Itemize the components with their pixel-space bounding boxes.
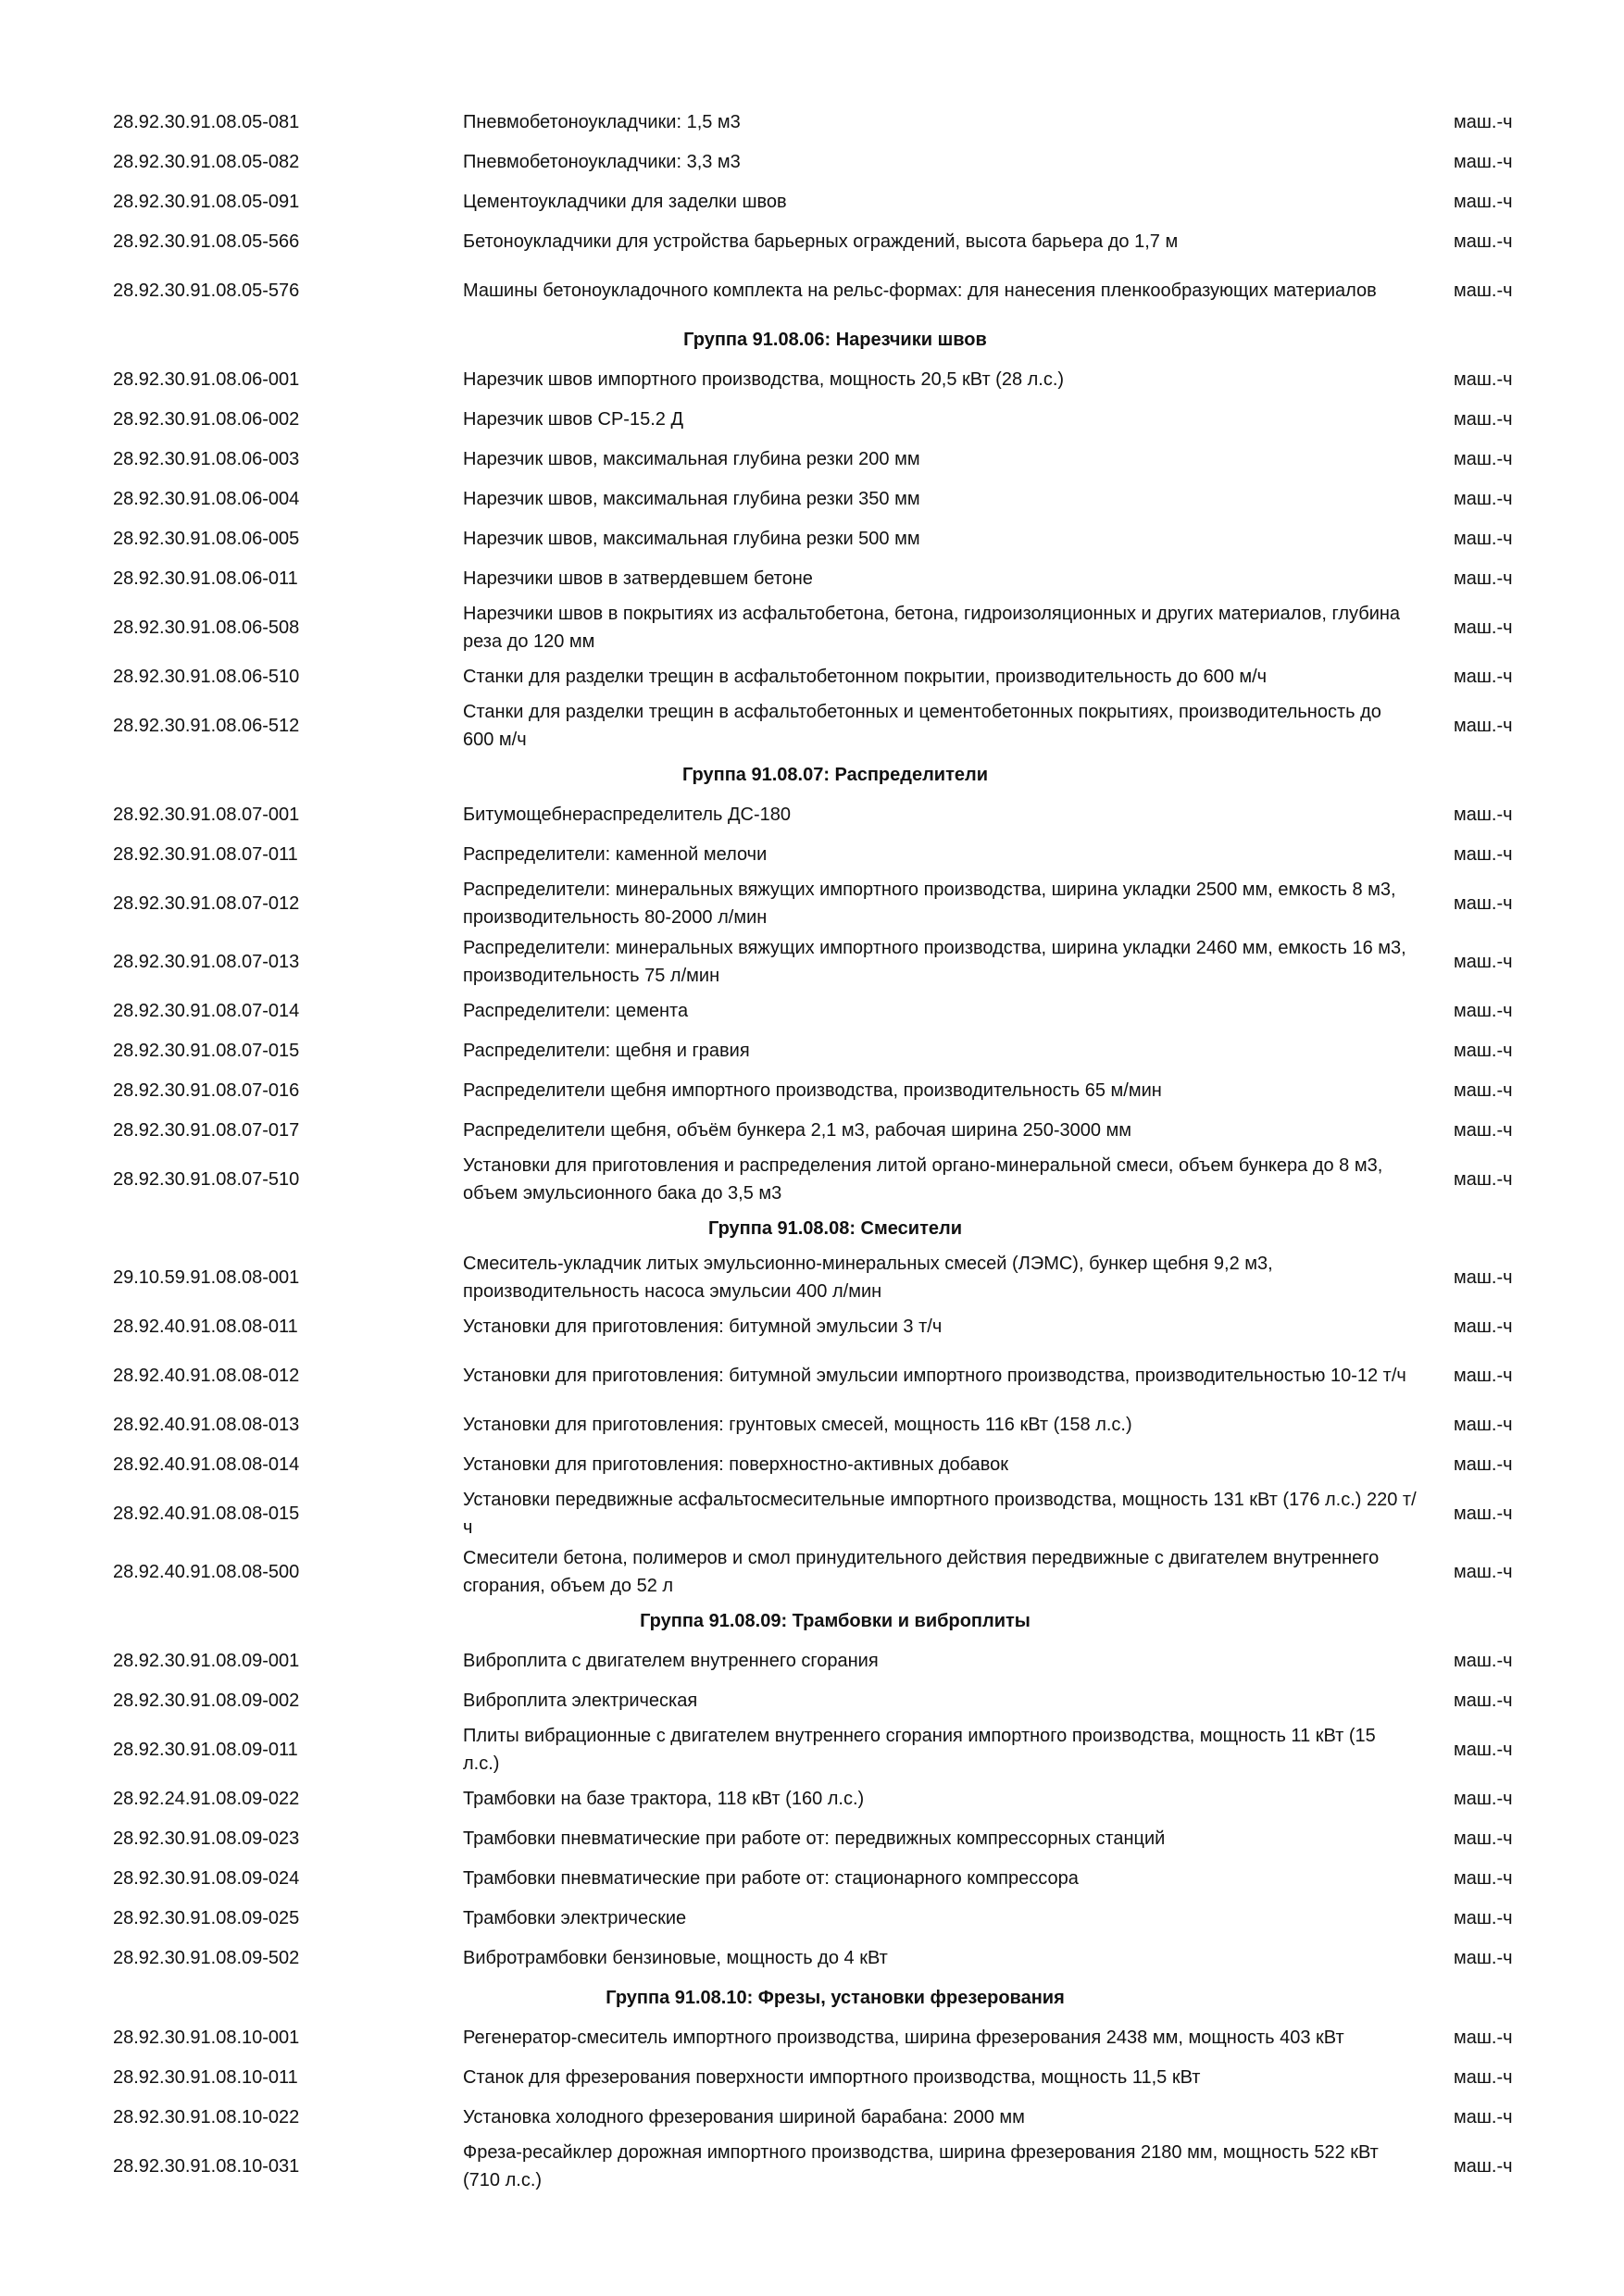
resource-name: Плиты вибрационные с двигателем внутреннего сгорания импортного производства, мощность 11 кВт (15 л.с.) [463, 1725, 1376, 1774]
group-title: Группа 91.08.10: Фрезы, установки фрезерования [606, 1987, 1065, 2008]
table-row [113, 1680, 1557, 1720]
table-row [113, 1150, 1557, 1208]
measure-unit: маш.-ч [1454, 191, 1513, 212]
measure-unit: маш.-ч [1454, 1788, 1513, 1809]
resource-name: Трамбовки на базе трактора, 118 кВт (160 л.с.) [463, 1788, 865, 1809]
resource-name: Распределители: минеральных вяжущих импортного производства, ширина укладки 2500 мм, емкость 8 м3, производительность 80-2000 л/мин [463, 879, 1396, 928]
table-row [113, 1404, 1557, 1444]
table-row [113, 1898, 1557, 1938]
table-row [113, 2057, 1557, 2097]
measure-unit: маш.-ч [1454, 1168, 1513, 1190]
table-row [113, 656, 1557, 696]
group-header-row [113, 1208, 1557, 1248]
measure-unit: маш.-ч [1454, 1828, 1513, 1849]
measure-unit: маш.-ч [1454, 617, 1513, 638]
group-header-row [113, 1601, 1557, 1641]
resource-name: Бетоноукладчики для устройства барьерных ограждений, высота барьера до 1,7 м [463, 231, 1179, 252]
resource-code: 28.92.30.91.08.10-001 [113, 2027, 300, 2048]
table-row [113, 261, 1557, 319]
table-row [113, 181, 1557, 221]
table-row [113, 479, 1557, 518]
measure-unit: маш.-ч [1454, 568, 1513, 589]
group-title: Группа 91.08.06: Нарезчики швов [683, 329, 987, 350]
table-row [113, 2137, 1557, 2195]
resource-code: 29.10.59.91.08.08-001 [113, 1267, 300, 1288]
measure-unit: маш.-ч [1454, 715, 1513, 736]
resource-name: Станок для фрезерования поверхности импортного производства, мощность 11,5 кВт [463, 2066, 1201, 2088]
measure-unit: маш.-ч [1454, 448, 1513, 469]
measure-unit: маш.-ч [1454, 1561, 1513, 1582]
resource-name: Установки для приготовления: поверхностно-активных добавок [463, 1454, 1009, 1475]
machinery-catalog-table [113, 102, 1557, 2195]
resource-code: 28.92.24.91.08.09-022 [113, 1788, 300, 1809]
resource-code: 28.92.30.91.08.07-013 [113, 951, 300, 972]
resource-name: Станки для разделки трещин в асфальтобетонном покрытии, производительность до 600 м/ч [463, 666, 1268, 687]
measure-unit: маш.-ч [1454, 1739, 1513, 1760]
measure-unit: маш.-ч [1454, 1079, 1513, 1101]
measure-unit: маш.-ч [1454, 1040, 1513, 1061]
resource-name: Установка холодного фрезерования шириной барабана: 2000 мм [463, 2106, 1025, 2128]
resource-name: Смеситель-укладчик литых эмульсионно-минеральных смесей (ЛЭМС), бункер щебня 9,2 м3, производительность насоса эмульсии 400 л/мин [463, 1253, 1273, 1302]
measure-unit: маш.-ч [1454, 1650, 1513, 1671]
measure-unit: маш.-ч [1454, 151, 1513, 172]
resource-name: Регенератор-смеситель импортного производства, ширина фрезерования 2438 мм, мощность 403 кВт [463, 2027, 1344, 2048]
measure-unit: маш.-ч [1454, 1907, 1513, 1928]
resource-name: Битумощебнераспределитель ДС-180 [463, 804, 791, 825]
measure-unit: маш.-ч [1454, 368, 1513, 390]
resource-code: 28.92.40.91.08.08-011 [113, 1316, 298, 1337]
measure-unit: маш.-ч [1454, 1119, 1513, 1141]
measure-unit: маш.-ч [1454, 2027, 1513, 2048]
measure-unit: маш.-ч [1454, 1267, 1513, 1288]
measure-unit: маш.-ч [1454, 1503, 1513, 1524]
measure-unit: маш.-ч [1454, 408, 1513, 430]
table-row [113, 991, 1557, 1030]
resource-code: 28.92.30.91.08.09-011 [113, 1739, 298, 1760]
table-row [113, 518, 1557, 558]
table-row [113, 1778, 1557, 1818]
resource-name: Распределители: щебня и гравия [463, 1040, 750, 1061]
table-row [113, 1542, 1557, 1601]
table-row [113, 874, 1557, 932]
resource-code: 28.92.30.91.08.09-001 [113, 1650, 300, 1671]
resource-name: Установки для приготовления: битумной эмульсии импортного производства, производительностью 10-12 т/ч [463, 1365, 1406, 1386]
measure-unit: маш.-ч [1454, 843, 1513, 865]
measure-unit: маш.-ч [1454, 280, 1513, 301]
group-title: Группа 91.08.08: Смесители [708, 1217, 962, 1239]
resource-code: 28.92.30.91.08.10-011 [113, 2066, 298, 2088]
measure-unit: маш.-ч [1454, 2106, 1513, 2128]
resource-name: Распределители щебня, объём бункера 2,1 м3, рабочая ширина 250-3000 мм [463, 1119, 1132, 1141]
resource-code: 28.92.30.91.08.09-024 [113, 1867, 300, 1889]
table-row [113, 1248, 1557, 1306]
resource-code: 28.92.30.91.08.06-003 [113, 448, 300, 469]
measure-unit: маш.-ч [1454, 1365, 1513, 1386]
resource-code: 28.92.30.91.08.05-082 [113, 151, 300, 172]
resource-code: 28.92.40.91.08.08-014 [113, 1454, 300, 1475]
measure-unit: маш.-ч [1454, 488, 1513, 509]
table-row [113, 439, 1557, 479]
table-row [113, 834, 1557, 874]
resource-code: 28.92.30.91.08.05-091 [113, 191, 300, 212]
resource-code: 28.92.30.91.08.06-510 [113, 666, 300, 687]
table-row [113, 1346, 1557, 1404]
table-row [113, 794, 1557, 834]
resource-name: Установки передвижные асфальтосмесительные импортного производства, мощность 131 кВт (176 л.с.) 220 т/ч [463, 1489, 1417, 1538]
group-header-row [113, 755, 1557, 794]
measure-unit: маш.-ч [1454, 1947, 1513, 1968]
table-row [113, 102, 1557, 142]
table-row [113, 2097, 1557, 2137]
resource-name: Цементоукладчики для заделки швов [463, 191, 787, 212]
measure-unit: маш.-ч [1454, 528, 1513, 549]
table-row [113, 399, 1557, 439]
resource-name: Трамбовки пневматические при работе от: передвижных компрессорных станций [463, 1828, 1166, 1849]
resource-name: Нарезчик швов СР-15.2 Д [463, 408, 683, 430]
resource-name: Пневмобетоноукладчики: 1,5 м3 [463, 111, 741, 132]
resource-name: Установки для приготовления: битумной эмульсии 3 т/ч [463, 1316, 943, 1337]
table-row [113, 598, 1557, 656]
resource-name: Нарезчик швов, максимальная глубина резки 200 мм [463, 448, 920, 469]
resource-code: 28.92.30.91.08.06-002 [113, 408, 300, 430]
resource-name: Нарезчики швов в покрытиях из асфальтобетона, бетона, гидроизоляционных и других материалов, глубина реза до 120 мм [463, 603, 1401, 652]
measure-unit: маш.-ч [1454, 892, 1513, 914]
resource-name: Станки для разделки трещин в асфальтобетонных и цементобетонных покрытиях, производительность до 600 м/ч [463, 701, 1381, 750]
resource-name: Распределители: цемента [463, 1000, 689, 1021]
table-row [113, 2017, 1557, 2057]
resource-code: 28.92.30.91.08.07-014 [113, 1000, 300, 1021]
resource-name: Распределители щебня импортного производства, производительность 65 м/мин [463, 1079, 1162, 1101]
resource-code: 28.92.30.91.08.07-011 [113, 843, 298, 865]
table-row [113, 558, 1557, 598]
measure-unit: маш.-ч [1454, 1454, 1513, 1475]
measure-unit: маш.-ч [1454, 951, 1513, 972]
table-row [113, 359, 1557, 399]
table-row [113, 1444, 1557, 1484]
measure-unit: маш.-ч [1454, 2155, 1513, 2177]
table-row [113, 221, 1557, 261]
table-row [113, 1110, 1557, 1150]
table-row [113, 1484, 1557, 1542]
resource-code: 28.92.30.91.08.06-005 [113, 528, 300, 549]
resource-code: 28.92.30.91.08.06-011 [113, 568, 298, 589]
measure-unit: маш.-ч [1454, 111, 1513, 132]
table-row [113, 932, 1557, 991]
resource-code: 28.92.30.91.08.07-017 [113, 1119, 300, 1141]
resource-code: 28.92.30.91.08.10-031 [113, 2155, 300, 2177]
resource-name: Распределители: каменной мелочи [463, 843, 768, 865]
resource-code: 28.92.30.91.08.07-012 [113, 892, 300, 914]
resource-code: 28.92.40.91.08.08-500 [113, 1561, 300, 1582]
resource-code: 28.92.40.91.08.08-013 [113, 1414, 300, 1435]
resource-name: Нарезчик швов импортного производства, мощность 20,5 кВт (28 л.с.) [463, 368, 1065, 390]
resource-name: Трамбовки электрические [463, 1907, 687, 1928]
resource-code: 28.92.40.91.08.08-012 [113, 1365, 300, 1386]
measure-unit: маш.-ч [1454, 666, 1513, 687]
resource-code: 28.92.30.91.08.05-081 [113, 111, 300, 132]
resource-name: Машины бетоноукладочного комплекта на рельс-формах: для нанесения пленкообразующих материалов [463, 280, 1377, 301]
table-row [113, 696, 1557, 755]
resource-name: Распределители: минеральных вяжущих импортного производства, ширина укладки 2460 мм, емкость 16 м3, производительность 75 л/мин [463, 937, 1406, 986]
group-title: Группа 91.08.07: Распределители [681, 764, 989, 785]
document-page [0, 102, 1624, 2195]
resource-code: 28.92.30.91.08.06-001 [113, 368, 300, 390]
resource-code: 28.92.40.91.08.08-015 [113, 1503, 300, 1524]
group-title: Группа 91.08.09: Трамбовки и виброплиты [640, 1610, 1031, 1631]
table-row [113, 1306, 1557, 1346]
table-row [113, 1818, 1557, 1858]
resource-name: Вибротрамбовки бензиновые, мощность до 4 кВт [463, 1947, 888, 1968]
measure-unit: маш.-ч [1454, 231, 1513, 252]
resource-name: Фреза-ресайклер дорожная импортного производства, ширина фрезерования 2180 мм, мощность 522 кВт (710 л.с.) [463, 2141, 1379, 2190]
resource-code: 28.92.30.91.08.07-016 [113, 1079, 300, 1101]
table-row [113, 1641, 1557, 1680]
measure-unit: маш.-ч [1454, 1000, 1513, 1021]
measure-unit: маш.-ч [1454, 1316, 1513, 1337]
group-header-row [113, 319, 1557, 359]
resource-code: 28.92.30.91.08.09-025 [113, 1907, 300, 1928]
measure-unit: маш.-ч [1454, 804, 1513, 825]
table-row [113, 1720, 1557, 1778]
table-row [113, 1070, 1557, 1110]
resource-name: Установки для приготовления: грунтовых смесей, мощность 116 кВт (158 л.с.) [463, 1414, 1132, 1435]
table-row [113, 1858, 1557, 1898]
resource-code: 28.92.30.91.08.07-510 [113, 1168, 300, 1190]
resource-name: Виброплита электрическая [463, 1690, 698, 1711]
resource-name: Нарезчик швов, максимальная глубина резки 500 мм [463, 528, 920, 549]
resource-code: 28.92.30.91.08.09-023 [113, 1828, 300, 1849]
resource-name: Смесители бетона, полимеров и смол принудительного действия передвижные с двигателем внутреннего сгорания, объем до 52 л [463, 1547, 1380, 1596]
resource-name: Установки для приготовления и распределения литой органо-минеральной смеси, объем бункера до 8 м3, объем эмульсионного бака до 3,5 м3 [463, 1154, 1383, 1204]
resource-code: 28.92.30.91.08.09-002 [113, 1690, 300, 1711]
resource-code: 28.92.30.91.08.09-502 [113, 1947, 300, 1968]
measure-unit: маш.-ч [1454, 1690, 1513, 1711]
resource-name: Пневмобетоноукладчики: 3,3 м3 [463, 151, 741, 172]
measure-unit: маш.-ч [1454, 2066, 1513, 2088]
resource-name: Трамбовки пневматические при работе от: стационарного компрессора [463, 1867, 1079, 1889]
measure-unit: маш.-ч [1454, 1414, 1513, 1435]
table-row [113, 142, 1557, 181]
resource-name: Виброплита с двигателем внутреннего сгорания [463, 1650, 879, 1671]
resource-name: Нарезчики швов в затвердевшем бетоне [463, 568, 813, 589]
table-row [113, 1030, 1557, 1070]
resource-code: 28.92.30.91.08.05-576 [113, 280, 300, 301]
catalog-body [113, 102, 1557, 2195]
resource-code: 28.92.30.91.08.06-004 [113, 488, 300, 509]
resource-code: 28.92.30.91.08.06-508 [113, 617, 300, 638]
measure-unit: маш.-ч [1454, 1867, 1513, 1889]
resource-code: 28.92.30.91.08.07-001 [113, 804, 300, 825]
group-header-row [113, 1978, 1557, 2017]
resource-code: 28.92.30.91.08.10-022 [113, 2106, 300, 2128]
table-row [113, 1938, 1557, 1978]
resource-code: 28.92.30.91.08.06-512 [113, 715, 300, 736]
resource-code: 28.92.30.91.08.07-015 [113, 1040, 300, 1061]
resource-name: Нарезчик швов, максимальная глубина резки 350 мм [463, 488, 920, 509]
resource-code: 28.92.30.91.08.05-566 [113, 231, 300, 252]
